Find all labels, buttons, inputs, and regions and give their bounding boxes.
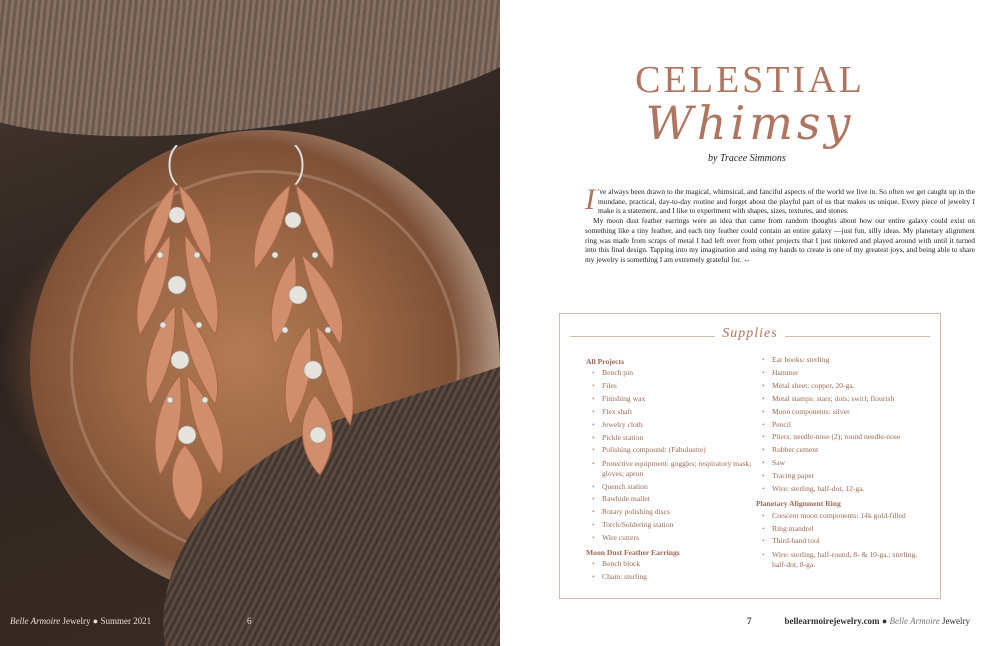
list-item: • Files bbox=[586, 380, 756, 393]
article-title: CELESTIAL bbox=[635, 59, 865, 101]
footer-section: Jewelry bbox=[62, 616, 91, 626]
list-item: • Torch/Soldering station bbox=[586, 519, 756, 532]
list-item: • Saw bbox=[756, 457, 926, 470]
list-item: • Chain: sterling bbox=[586, 571, 756, 584]
supplies-header bbox=[560, 326, 940, 346]
list-item: • Rubber cement bbox=[756, 444, 926, 457]
bullet-separator: ● bbox=[881, 616, 888, 626]
list-item: • Hammer bbox=[756, 367, 926, 380]
footer-brand: Belle Armoire bbox=[10, 616, 61, 626]
list-item: • Pliers: needle-nose (2); round needle-nose bbox=[756, 431, 926, 444]
list-item: • Wire: sterling, half-dot, 12-ga. bbox=[756, 483, 926, 496]
list-item: • Pencil bbox=[756, 419, 926, 432]
list-item: • Quench station bbox=[586, 481, 756, 494]
article-page bbox=[500, 0, 1000, 646]
left-footer bbox=[10, 616, 151, 626]
list-item: • Pickle station bbox=[586, 432, 756, 445]
byline: by Tracee Simmons bbox=[708, 153, 786, 164]
supplies-column-1 bbox=[586, 354, 756, 584]
list-item: • Moon components: silver bbox=[756, 406, 926, 419]
paragraph-2-text: My moon dust feather earrings were an idea that came from random thoughts about how our entire galaxy could exist on something like a tiny feather, and each tiny feather could contain an entire galaxy —just fun, silly ideas. My planetary alignment ring was made from scraps of metal I had left over from other projects that I just tinkered and played around with until it turned into this final design. Tapping into my imagination and using my hands to create is one of my greatest joys, and being able to share my jewelry is something I am extremely grateful for. bbox=[585, 216, 975, 264]
list-item: • Third-hand tool bbox=[756, 535, 926, 548]
footer-section: Jewelry bbox=[942, 616, 970, 626]
list-item: • Metal sheet: copper, 20-ga. bbox=[756, 380, 926, 393]
right-page-number: 7 bbox=[747, 616, 752, 626]
list-item: • Flex shaft bbox=[586, 406, 756, 419]
bullet-separator: ● bbox=[92, 616, 99, 626]
list-item: • Crescent moon components: 14k gold-filled bbox=[756, 509, 926, 523]
list-item: • Wire cutters bbox=[586, 532, 756, 545]
list-item: • Bench pin bbox=[586, 367, 756, 380]
divider-right bbox=[785, 336, 930, 337]
list-item: • Metal stamps: stars; dots; swirl; flourish bbox=[756, 393, 926, 406]
ring-list bbox=[756, 509, 926, 572]
list-item: • Jewelry cloth bbox=[586, 419, 756, 432]
supplies-box bbox=[559, 313, 941, 599]
footer-issue: Summer 2021 bbox=[100, 616, 152, 626]
list-item: • Tracing paper bbox=[756, 470, 926, 483]
paragraph-2 bbox=[585, 216, 975, 265]
list-item: • Rotary polishing discs bbox=[586, 506, 756, 519]
section-heading: All Projects bbox=[586, 357, 625, 366]
all-projects-list bbox=[586, 367, 756, 545]
paragraph-1-text: 've always been drawn to the magical, whimsical, and fanciful aspects of the world we live in. So often we get caught up in the mundane, practical, day-to-day routine and forget about the playful part of us that makes us unique. Every piece of jewelry I make is a statement, and I like to experiment with shapes, sizes, textures, and stones. bbox=[598, 187, 975, 216]
list-item: • Ear hooks: sterling bbox=[756, 354, 926, 367]
article-title-script: Whimsy bbox=[645, 96, 855, 150]
list-item: • Wire: sterling, half-round, 8- & 10-ga.; sterling, half-dot, 8-ga. bbox=[756, 548, 926, 571]
list-item: • Polishing compound: (Fabulustre) bbox=[586, 444, 756, 457]
earrings-list-continued bbox=[756, 354, 926, 496]
supplies-title: Supplies bbox=[722, 326, 778, 341]
end-mark: ↔ bbox=[743, 254, 751, 264]
footer-website: bellearmoirejewelry.com bbox=[784, 616, 880, 626]
list-item: • Rawhide mallet bbox=[586, 493, 756, 506]
list-item: • Bench block bbox=[586, 558, 756, 571]
section-heading: Planetary Alignment Ring bbox=[756, 498, 841, 508]
right-earring bbox=[240, 145, 390, 485]
list-item: • Ring mandrel bbox=[756, 523, 926, 536]
drop-cap: I bbox=[585, 183, 595, 216]
feather-top bbox=[0, 0, 500, 151]
footer-brand: Belle Armoire bbox=[889, 616, 940, 626]
list-item: • Protective equipment: goggles; respiratory mask; gloves; apron bbox=[586, 457, 756, 480]
section-heading: Moon Dust Feather Earrings bbox=[586, 548, 680, 558]
earrings-list bbox=[586, 558, 756, 584]
paragraph-1 bbox=[585, 183, 975, 216]
right-footer bbox=[785, 616, 970, 626]
list-item: • Finishing wax bbox=[586, 393, 756, 406]
left-page-number: 6 bbox=[247, 616, 252, 626]
supplies-column-2 bbox=[756, 354, 926, 572]
article-body bbox=[585, 183, 975, 265]
